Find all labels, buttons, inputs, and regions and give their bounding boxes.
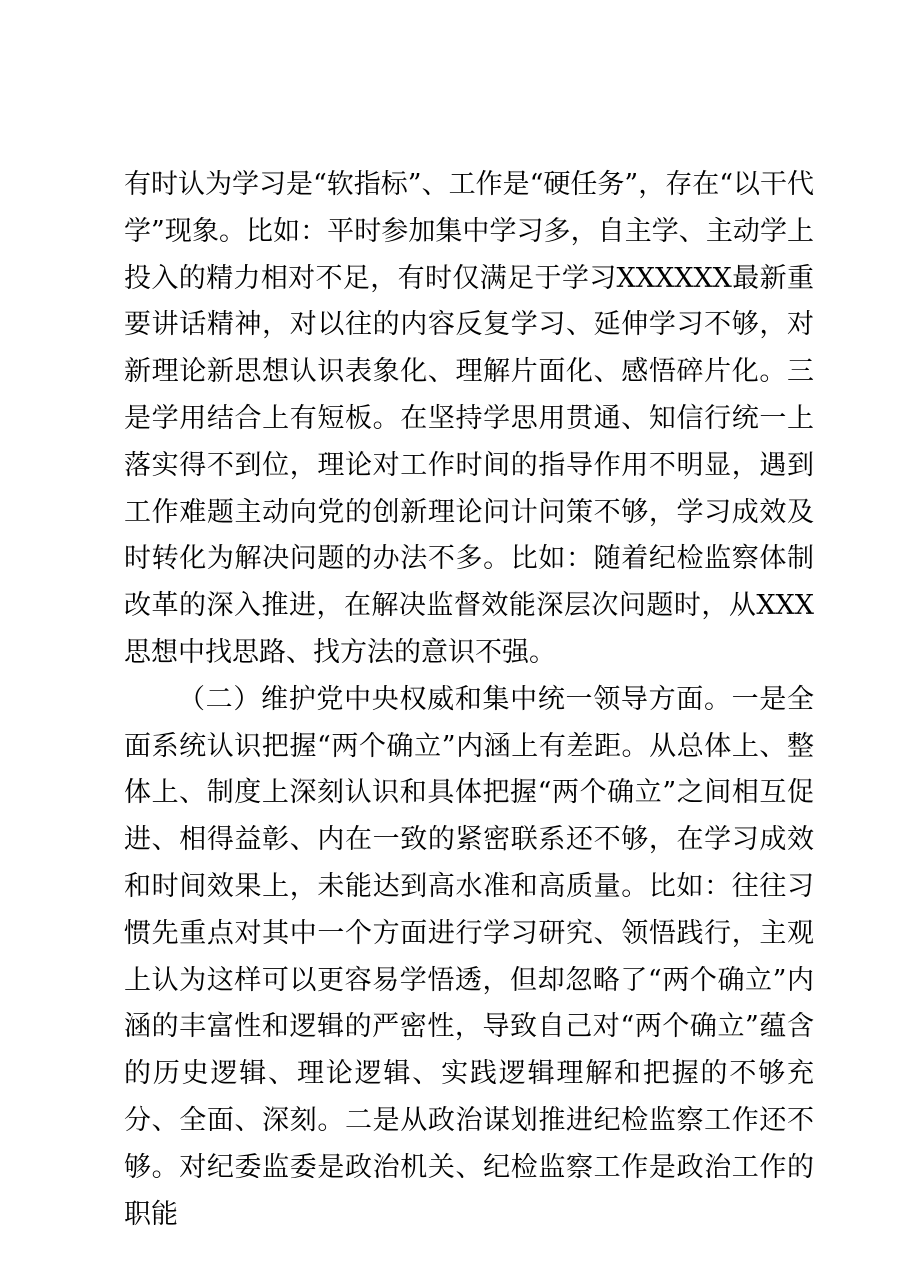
document-body — [124, 162, 814, 1238]
paragraph-section-two: （二）维护党中央权威和集中统一领导方面。一是全面系统认识把握“两个确立”内涵上有差距。从总体上、整体上、制度上深刻认识和具体把握“两个确立”之间相互促进、相得益彰、内在一致的紧密联系还不够，在学习成效和时间效果上，未能达到高水准和高质量。比如：往往习惯先重点对其中一个方面进行学习研究、领悟践行，主观上认为这样可以更容易学悟透，但却忽略了“两个确立”内涵的丰富性和逻辑的严密性，导致自己对“两个确立”蕴含的历史逻辑、理论逻辑、实践逻辑理解和把握的不够充分、全面、深刻。二是从政治谋划推进纪检监察工作还不够。对纪委监委是政治机关、纪检监察工作是政治工作的职能 — [124, 683, 814, 1230]
paragraph-continuation: 有时认为学习是“软指标”、工作是“硬任务”，存在“以干代学”现象。比如：平时参加集中学习多，自主学、主动学上投入的精力相对不足，有时仅满足于学习XXXXXX最新重要讲话精神，对以往的内容反复学习、延伸学习不够，对新理论新思想认识表象化、理解片面化、感悟碎片化。三是学用结合上有短板。在坚持学思用贯通、知信行统一上落实得不到位，理论对工作时间的指导作用不明显，遇到工作难题主动向党的创新理论问计问策不够，学习成效及时转化为解决问题的办法不多。比如：随着纪检监察体制改革的深入推进，在解决监督效能深层次问题时，从XXX思想中找思路、找方法的意识不强。 — [124, 169, 815, 668]
